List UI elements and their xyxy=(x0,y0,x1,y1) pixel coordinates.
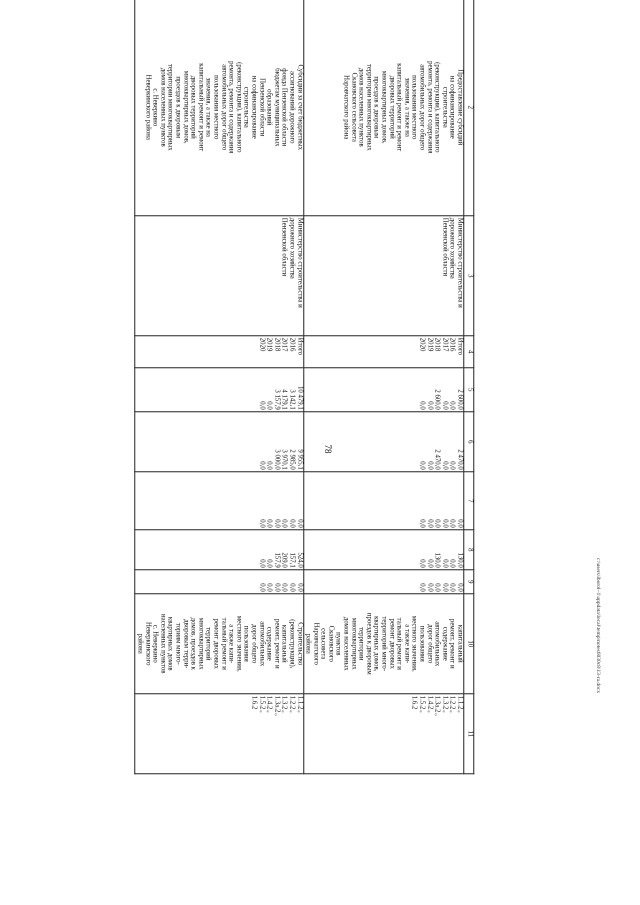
value-cell: 0,0 xyxy=(425,461,433,470)
row-total-funding xyxy=(135,368,303,412)
value-cell: 0,0 xyxy=(257,559,265,568)
row-years xyxy=(135,336,303,368)
value-cell: 130,0 xyxy=(433,552,441,568)
value-cell: 9 955,1 xyxy=(295,449,303,470)
col-header-4: 4 xyxy=(464,336,474,368)
row-expected-result: капитальный ремонт, ремонт и содержание автомобильных дорог общего пользования местного значения, а также капи- тальный ремонт и ремонт дворовых территорий много- квартирных домов, проездов к дворовым территории многоквартирных домов населенных пунктов Скановского сельсовета Наровчатского района xyxy=(303,594,463,694)
value-cell: 0,0 xyxy=(418,519,426,528)
value-cell: 0,0 xyxy=(441,461,449,470)
row-indicators: 1.1.2., 1.2.2., 1.3.2., 1.3а.2., 1.4.2., 1.5.2., 1.6.2 xyxy=(135,694,303,774)
value-cell: 0,0 xyxy=(433,583,441,592)
col-header-10: 10 xyxy=(464,594,474,694)
value-cell: 3 970,1 xyxy=(280,449,288,470)
value-cell: 10 479,1 xyxy=(295,385,303,410)
value-cell: 0,0 xyxy=(265,461,273,470)
col-header-5: 5 xyxy=(464,368,474,412)
row-indicators: 1.1.2., 1.2.2., 1.3.2., 1.3а.2., 1.4.2., 1.5.2., 1.6.2 xyxy=(303,694,463,774)
value-cell: 2 600,0 xyxy=(433,389,441,410)
year-cell: 2020 xyxy=(418,337,426,352)
value-cell: 0,0 xyxy=(288,583,296,592)
col-header-11: 11 xyxy=(464,694,474,774)
col-header-6: 6 xyxy=(464,412,474,472)
year-cell: 2017 xyxy=(280,337,288,352)
row-total-funding xyxy=(303,368,463,412)
value-cell: 0,0 xyxy=(448,461,456,470)
row-other-funding xyxy=(303,570,463,594)
year-cell: 2019 xyxy=(265,337,273,352)
col-header-7: 7 xyxy=(464,472,474,530)
value-cell: 2 470,0 xyxy=(456,449,464,470)
value-cell: 0,0 xyxy=(433,519,441,528)
value-cell: 0,0 xyxy=(265,401,273,410)
row-description: Предоставление субсидий на софинансирование строительства (реконструкции), капитального ремонта, ремонта и содержания автомобильных дорог общего пользования местного значения, а также на капитальный ремонт и ремонт дворовых территорий многоквартирных домов, проездов к дворовым территории многоквартирных домов населенных пунктов Скановского сельсовета Наровчатского района xyxy=(303,0,463,216)
value-cell: 3 000,0 xyxy=(273,449,281,470)
value-cell: 209,0 xyxy=(280,552,288,568)
value-cell: 0,0 xyxy=(425,559,433,568)
value-cell: 130,0 xyxy=(456,552,464,568)
value-cell: 0,0 xyxy=(441,583,449,592)
value-cell: 0,0 xyxy=(273,583,281,592)
value-cell: 0,0 xyxy=(265,583,273,592)
row-years xyxy=(303,336,463,368)
value-cell: 0,0 xyxy=(280,519,288,528)
row-description: Субсидии за счет бюджетных ассигнований дорожного фонда Пензенской области бюджетам муниципальных образований Пензенской области на софинансирование строительства (реконструкции), капитального ремонта, ремонта и содержания автомобильных дорог общего пользования местного значения, а также на капитальный ремонт и ремонт дворовых территорий многоквартирных домов, проездов к дворовым территории многоквартирных домов населенных пунктов с. Неверкино Неверкинского района xyxy=(135,0,303,216)
value-cell: 0,0 xyxy=(257,461,265,470)
value-cell: 524,0 xyxy=(295,552,303,568)
value-cell: 157,1 xyxy=(288,552,296,568)
value-cell: 0,0 xyxy=(288,519,296,528)
value-cell: 0,0 xyxy=(441,401,449,410)
value-cell: 0,0 xyxy=(418,559,426,568)
table-row xyxy=(303,0,463,774)
col-header-9: 9 xyxy=(464,570,474,594)
value-cell: 3 157,9 xyxy=(273,389,281,410)
value-cell: 0,0 xyxy=(425,401,433,410)
value-cell: 0,0 xyxy=(456,519,464,528)
footer-file-path: c:\users\iborol~1\appdata\local\temp\notes6030c8\13-ra.docx xyxy=(595,558,601,694)
value-cell: 0,0 xyxy=(418,583,426,592)
value-cell: 0,0 xyxy=(257,583,265,592)
row-local-funding xyxy=(135,530,303,570)
row-expected-result: Строительство (реконструкция), капитальный ремонт, ремонт и содержание автомобильных дорог общего пользования местного значения, а также капи- тальный ремонт и ремонт дворовых территорий многоквартирных домов, проездов к дворовым терри- ториям много- квартирных домов населенных пунктов с. Неверкино Неверкинского района xyxy=(135,594,303,694)
value-cell: 0,0 xyxy=(265,559,273,568)
value-cell: 0,0 xyxy=(448,559,456,568)
value-cell: 0,0 xyxy=(257,519,265,528)
value-cell: 0,0 xyxy=(257,401,265,410)
year-cell: 2020 xyxy=(257,337,265,352)
value-cell: 0,0 xyxy=(280,583,288,592)
value-cell: 0,0 xyxy=(425,519,433,528)
value-cell: 0,0 xyxy=(265,519,273,528)
row-federal-funding xyxy=(135,472,303,530)
value-cell: 4 179,1 xyxy=(280,389,288,410)
value-cell: 2 985,0 xyxy=(288,449,296,470)
year-cell: 2017 xyxy=(441,337,449,352)
table-row xyxy=(135,0,303,774)
year-cell: 2018 xyxy=(433,337,441,352)
value-cell: 0,0 xyxy=(273,519,281,528)
year-cell: Итого xyxy=(295,337,303,355)
value-cell: 0,0 xyxy=(425,583,433,592)
value-cell: 0,0 xyxy=(448,519,456,528)
row-local-funding xyxy=(303,530,463,570)
value-cell: 0,0 xyxy=(448,401,456,410)
value-cell: 0,0 xyxy=(418,461,426,470)
col-header-2: 2 xyxy=(464,0,474,216)
row-regional-funding xyxy=(135,412,303,472)
row-other-funding xyxy=(135,570,303,594)
row-regional-funding xyxy=(303,412,463,472)
value-cell: 0,0 xyxy=(441,559,449,568)
col-header-3: 3 xyxy=(464,216,474,336)
value-cell: 2 470,0 xyxy=(433,449,441,470)
year-cell: Итого xyxy=(456,337,464,355)
year-cell: 2016 xyxy=(288,337,296,352)
page-number: 78 xyxy=(323,444,333,454)
value-cell: 0,0 xyxy=(448,583,456,592)
value-cell: 3 142,1 xyxy=(288,389,296,410)
year-cell: 2018 xyxy=(273,337,281,352)
year-cell: 2016 xyxy=(448,337,456,352)
column-number-row xyxy=(464,0,474,774)
value-cell: 0,0 xyxy=(456,583,464,592)
row-executor: Министерство строительства и дорожного хозяйства Пензенской области xyxy=(135,216,303,336)
value-cell: 0,0 xyxy=(295,583,303,592)
year-cell: 2019 xyxy=(425,337,433,352)
row-federal-funding xyxy=(303,472,463,530)
value-cell: 157,9 xyxy=(273,552,281,568)
value-cell: 0,0 xyxy=(418,401,426,410)
value-cell: 0,0 xyxy=(441,519,449,528)
col-header-8: 8 xyxy=(464,530,474,570)
value-cell: 2 600,0 xyxy=(456,389,464,410)
value-cell: 0,0 xyxy=(295,519,303,528)
program-table xyxy=(135,0,475,774)
row-executor: Министерство строительства и дорожного хозяйства Пензенской области xyxy=(303,216,463,336)
